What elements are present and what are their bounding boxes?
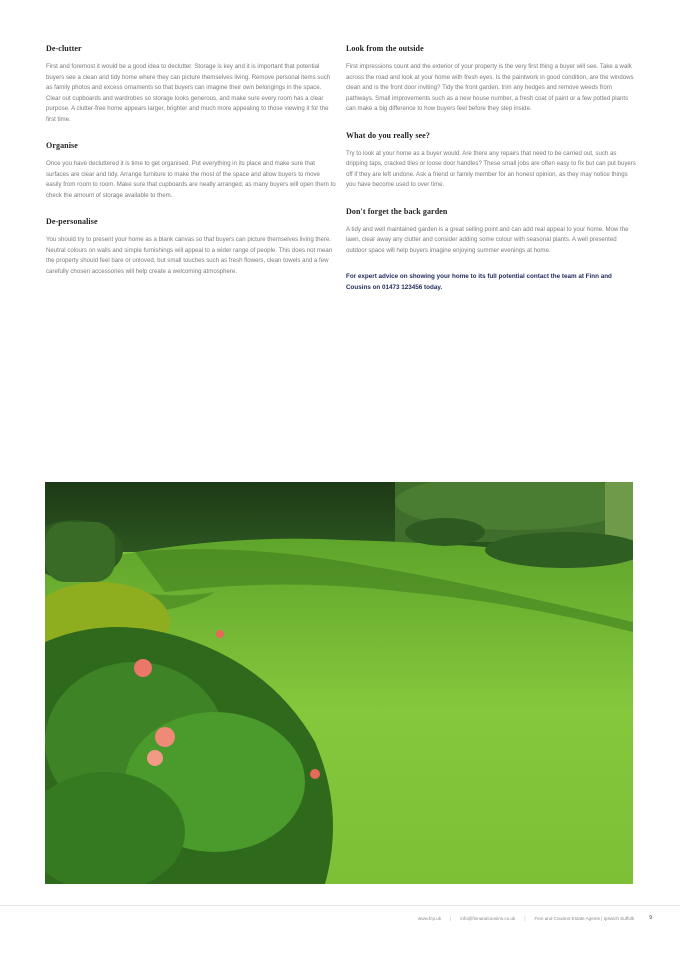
section-body: First and foremost it would be a good idea to declutter. Storage is key and it is important that potential buyers see a clean and tidy home where they can picture themselves living. Remove personal items such as family photos and excess ornaments so that buyers can imagine their own belongings in the space. Clear out cupboards and wardrobes so storage looks generous, and make sure every room has a clear purpose. A clutter-free home appears larger, brighter and much more appealing to those viewing it for the first time.: [46, 63, 331, 123]
footer-website[interactable]: www.fcp.uk: [417, 915, 442, 921]
section-organise: [46, 141, 336, 201]
section-heading: Organise: [46, 141, 78, 150]
page-number: 9: [649, 915, 652, 921]
section-body: First impressions count and the exterior of your property is the very first thing a buyer will see. Take a walk across the road and look at your home with fresh eyes. Is the paintwork in good condition, are the windows clean and is the front door inviting? Tidy the front garden, trim any hedges and remove weeds from pathways. Small improvements such as a new house number, a fresh coat of paint or a few potted plants can make a big difference to how buyers feel before they step inside.: [346, 63, 634, 112]
section-heading: Look from the outside: [346, 44, 424, 53]
footer-company: Finn and Cousins Estate Agents | Ipswich Suffolk: [534, 915, 635, 921]
section-what-do-you-see: [346, 131, 636, 191]
left-column: [46, 44, 336, 293]
section-declutter: [46, 44, 336, 125]
call-to-action: For expert advice on showing your home to its full potential contact the team at Finn and Cousins on 01473 123456 today.: [346, 273, 612, 291]
section-body: A tidy and well maintained garden is a great selling point and can add real appeal to your home. Mow the lawn, clear away any clutter and consider adding some colour with seasonal plants. A well presented outdoor space will help buyers imagine enjoying summer evenings at home.: [346, 225, 629, 254]
section-look-from-outside: [346, 44, 636, 115]
right-column: [346, 44, 636, 293]
section-heading: What do you really see?: [346, 130, 430, 140]
garden-lawn-photo: [45, 482, 633, 884]
section-back-garden: [346, 207, 636, 257]
section-body: Try to look at your home as a buyer would. Are there any repairs that need to be carried out, such as dripping taps, cracked tiles or loose door handles? These small jobs are often easy to fix but can put buyers off if they are left undone. Ask a friend or family member for an honest opinion, as they may notice things you have become used to over time.: [346, 149, 636, 188]
section-heading: Don't forget the back garden: [346, 206, 448, 216]
footer-separator: |: [524, 915, 526, 921]
section-body: You should try to present your home as a blank canvas so that buyers can picture themselves living there. Neutral colours on walls and simple furnishings will appeal to a wider range of people. This does not mean the property should feel bare or unloved, but small touches such as fresh flowers, clean towels and a few carefully chosen accessories will help create a welcoming atmosphere.: [46, 236, 333, 275]
section-heading: De-clutter: [46, 44, 82, 53]
footer: [418, 915, 652, 921]
section-heading: De-personalise: [46, 217, 98, 226]
footer-separator: |: [450, 915, 452, 921]
section-depersonalise: [46, 217, 336, 277]
footer-divider: [0, 905, 680, 906]
section-body: Once you have decluttered it is time to get organised. Put everything in its place and make sure that surfaces are clear and tidy. Arrange furniture to make the most of the space and allow buyers to move easily from room to room. Make sure that cupboards are neatly arranged, as many buyers will open them to check the amount of storage available to them.: [46, 160, 336, 199]
footer-email[interactable]: info@finnandcousins.co.uk: [460, 915, 516, 921]
